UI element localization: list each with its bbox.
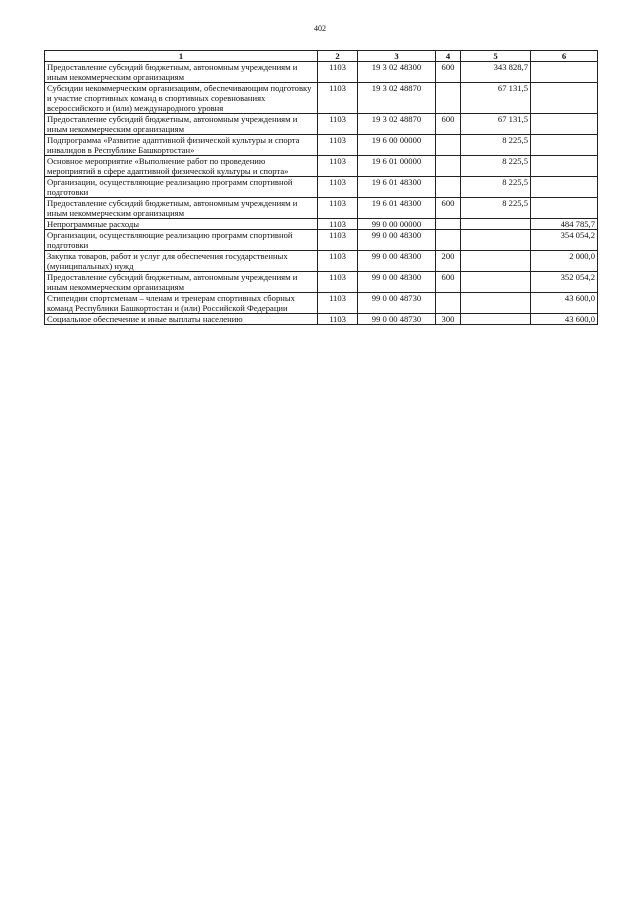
table-body xyxy=(45,62,598,325)
row-section: 1103 xyxy=(318,272,358,293)
row-sum-col5: 343 828,7 xyxy=(461,62,531,83)
row-type: 600 xyxy=(436,62,461,83)
table-row xyxy=(45,62,598,83)
row-sum-col6 xyxy=(531,62,598,83)
table-header xyxy=(45,51,598,62)
row-sum-col5: 67 131,5 xyxy=(461,83,531,114)
table-row xyxy=(45,177,598,198)
row-type: 200 xyxy=(436,251,461,272)
row-section: 1103 xyxy=(318,83,358,114)
table-row xyxy=(45,198,598,219)
row-name: Организации, осуществляющие реализацию программ спортивной подготовки xyxy=(45,230,318,251)
row-code: 99 0 00 48730 xyxy=(358,293,436,314)
row-section: 1103 xyxy=(318,251,358,272)
row-sum-col5: 8 225,5 xyxy=(461,198,531,219)
row-type xyxy=(436,177,461,198)
row-sum-col6: 352 054,2 xyxy=(531,272,598,293)
row-sum-col6 xyxy=(531,198,598,219)
row-section: 1103 xyxy=(318,219,358,230)
row-sum-col5 xyxy=(461,251,531,272)
row-code: 99 0 00 48300 xyxy=(358,230,436,251)
table-row xyxy=(45,219,598,230)
row-type: 600 xyxy=(436,198,461,219)
row-section: 1103 xyxy=(318,135,358,156)
row-type xyxy=(436,293,461,314)
row-name: Субсидии некоммерческим организациям, обеспечивающим подготовку и участие спортивных команд в спортивных соревнованиях всероссийского и (или) международного уровня xyxy=(45,83,318,114)
row-type xyxy=(436,156,461,177)
row-type xyxy=(436,219,461,230)
header-col-1: 1 xyxy=(45,51,318,62)
row-name: Основное мероприятие «Выполнение работ по проведению мероприятий в сфере адаптивной физической культуры и спорта» xyxy=(45,156,318,177)
row-type xyxy=(436,135,461,156)
header-col-3: 3 xyxy=(358,51,436,62)
row-code: 19 3 02 48870 xyxy=(358,114,436,135)
row-code: 99 0 00 48730 xyxy=(358,314,436,325)
row-type xyxy=(436,230,461,251)
table-row xyxy=(45,114,598,135)
row-section: 1103 xyxy=(318,62,358,83)
row-sum-col6: 354 054,2 xyxy=(531,230,598,251)
row-type: 600 xyxy=(436,114,461,135)
table-row xyxy=(45,272,598,293)
row-sum-col5 xyxy=(461,272,531,293)
row-type: 600 xyxy=(436,272,461,293)
row-code: 19 6 01 00000 xyxy=(358,156,436,177)
row-section: 1103 xyxy=(318,114,358,135)
row-sum-col5: 8 225,5 xyxy=(461,135,531,156)
table-row xyxy=(45,293,598,314)
table-row xyxy=(45,230,598,251)
row-section: 1103 xyxy=(318,198,358,219)
row-section: 1103 xyxy=(318,314,358,325)
row-sum-col5: 67 131,5 xyxy=(461,114,531,135)
table-row xyxy=(45,251,598,272)
row-section: 1103 xyxy=(318,293,358,314)
table-row xyxy=(45,83,598,114)
page-number: 402 xyxy=(314,24,326,33)
row-sum-col6: 484 785,7 xyxy=(531,219,598,230)
row-name: Предоставление субсидий бюджетным, автономным учреждениям и иным некоммерческим организациям xyxy=(45,272,318,293)
row-section: 1103 xyxy=(318,177,358,198)
row-code: 19 3 02 48300 xyxy=(358,62,436,83)
row-sum-col5 xyxy=(461,314,531,325)
header-row xyxy=(45,51,598,62)
row-name: Организации, осуществляющие реализацию программ спортивной подготовки xyxy=(45,177,318,198)
row-name: Закупка товаров, работ и услуг для обеспечения государственных (муниципальных) нужд xyxy=(45,251,318,272)
header-col-6: 6 xyxy=(531,51,598,62)
row-sum-col6 xyxy=(531,135,598,156)
table-row xyxy=(45,314,598,325)
row-name: Социальное обеспечение и иные выплаты населению xyxy=(45,314,318,325)
row-sum-col6 xyxy=(531,114,598,135)
header-col-2: 2 xyxy=(318,51,358,62)
row-name: Предоставление субсидий бюджетным, автономным учреждениям и иным некоммерческим организациям xyxy=(45,62,318,83)
row-sum-col5 xyxy=(461,293,531,314)
row-type xyxy=(436,83,461,114)
budget-table xyxy=(44,50,598,325)
row-section: 1103 xyxy=(318,230,358,251)
row-name: Стипендии спортсменам – членам и тренерам спортивных сборных команд Республики Башкортостан и (или) Российской Федерации xyxy=(45,293,318,314)
row-code: 19 3 02 48870 xyxy=(358,83,436,114)
row-name: Предоставление субсидий бюджетным, автономным учреждениям и иным некоммерческим организациям xyxy=(45,198,318,219)
row-sum-col5: 8 225,5 xyxy=(461,177,531,198)
row-sum-col6: 2 000,0 xyxy=(531,251,598,272)
row-name: Предоставление субсидий бюджетным, автономным учреждениям и иным некоммерческим организациям xyxy=(45,114,318,135)
row-sum-col5 xyxy=(461,230,531,251)
row-sum-col6 xyxy=(531,177,598,198)
row-name: Непрограммные расходы xyxy=(45,219,318,230)
row-code: 99 0 00 00000 xyxy=(358,219,436,230)
row-code: 19 6 01 48300 xyxy=(358,177,436,198)
row-sum-col6 xyxy=(531,83,598,114)
row-sum-col6: 43 600,0 xyxy=(531,293,598,314)
row-name: Подпрограмма «Развитие адаптивной физической культуры и спорта инвалидов в Республике Башкортостан» xyxy=(45,135,318,156)
row-code: 19 6 00 00000 xyxy=(358,135,436,156)
row-sum-col5: 8 225,5 xyxy=(461,156,531,177)
header-col-5: 5 xyxy=(461,51,531,62)
header-col-4: 4 xyxy=(436,51,461,62)
table-row xyxy=(45,135,598,156)
row-sum-col5 xyxy=(461,219,531,230)
row-code: 99 0 00 48300 xyxy=(358,272,436,293)
row-code: 19 6 01 48300 xyxy=(358,198,436,219)
table-row xyxy=(45,156,598,177)
row-type: 300 xyxy=(436,314,461,325)
row-sum-col6 xyxy=(531,156,598,177)
row-sum-col6: 43 600,0 xyxy=(531,314,598,325)
row-code: 99 0 00 48300 xyxy=(358,251,436,272)
row-section: 1103 xyxy=(318,156,358,177)
